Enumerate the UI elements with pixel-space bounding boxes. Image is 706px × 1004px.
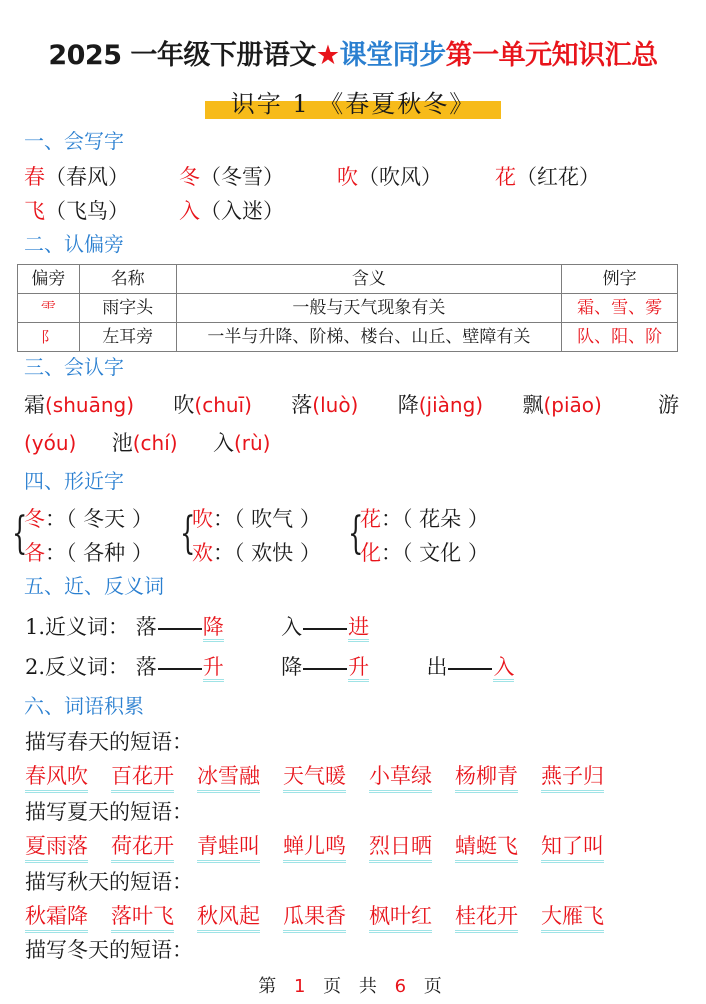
recognize-item [213, 431, 271, 455]
vocab-word: 瓜果香 [283, 902, 346, 933]
vocab-word: 蝉儿鸣 [283, 832, 346, 863]
write-word: （吹风） [358, 165, 442, 189]
recognize-item [522, 393, 601, 417]
recognize-char: 降 [397, 393, 419, 417]
similar-char: 各 [24, 541, 45, 565]
col-header-radical: 偏旁 [18, 265, 80, 294]
vocab-row-spring [25, 760, 604, 793]
radicals-table [17, 264, 678, 352]
pair-word-a: 落 [135, 615, 157, 639]
synonyms-row [25, 611, 369, 643]
antonyms-label: 2.反义词： [25, 655, 130, 679]
recognize-item [291, 393, 358, 417]
recognize-char: 飘 [522, 393, 544, 417]
similar-line [192, 502, 321, 536]
write-word: （红花） [516, 165, 600, 189]
title-part-sync: 课堂同步 [339, 40, 446, 71]
pinyin: (chuī) [194, 393, 252, 417]
table-row [18, 294, 678, 323]
similar-char: 吹 [192, 507, 213, 531]
word-pair [136, 615, 224, 639]
vocab-word: 冰雪融 [197, 762, 260, 793]
pinyin: (jiàng) [418, 393, 484, 417]
vocab-word: 大雁飞 [541, 902, 604, 933]
pinyin: (piāo) [543, 393, 602, 417]
radical-meaning-cell: 一般与天气现象有关 [176, 294, 562, 323]
pair-word-a: 入 [281, 615, 303, 639]
recognize-item [398, 393, 483, 417]
synonyms-label: 1.近义词： [25, 615, 130, 639]
similar-word: ：（ 吹气 ） [213, 507, 321, 531]
pair-word-b: 进 [348, 615, 369, 642]
vocab-label-autumn: 描写秋天的短语： [25, 870, 193, 894]
write-word: （入迷） [200, 199, 284, 223]
write-char: 入 [179, 199, 200, 223]
vocab-word: 蜻蜓飞 [455, 832, 518, 863]
subtitle-text: 识字 1 《春夏秋冬》 [230, 90, 476, 118]
brace-icon: { [12, 508, 28, 559]
write-item [179, 162, 337, 192]
section-heading-recognize: 三、会认字 [24, 355, 124, 379]
word-pair [281, 615, 369, 639]
vocab-word: 燕子归 [541, 762, 604, 793]
write-char: 飞 [24, 199, 45, 223]
recognize-char: 入 [212, 431, 234, 455]
pinyin: (yóu) [24, 431, 77, 455]
section-heading-write: 一、会写字 [24, 129, 124, 153]
recognize-row-1 [24, 390, 602, 420]
recognize-item [173, 393, 252, 417]
similar-word: ：（ 各种 ） [45, 541, 153, 565]
vocab-word: 枫叶红 [369, 902, 432, 933]
pinyin: (luò) [312, 393, 359, 417]
total-page-number: 6 [394, 976, 413, 997]
word-pair [136, 655, 224, 679]
brace-icon: { [180, 508, 196, 559]
section-heading-similar: 四、形近字 [24, 469, 124, 493]
col-header-name: 名称 [79, 265, 176, 294]
similar-word: ：（ 冬天 ） [45, 507, 153, 531]
write-chars-row-1 [24, 162, 600, 192]
write-word: （春风） [45, 165, 129, 189]
vocab-word: 百花开 [111, 762, 174, 793]
vocab-word: 天气暖 [283, 762, 346, 793]
recognize-char: 吹 [173, 393, 195, 417]
title-part-unit: 第一单元知识汇总 [445, 40, 658, 71]
radical-cell: ⻗ [18, 294, 80, 323]
dash-line [303, 628, 347, 630]
dash-line [158, 628, 202, 630]
write-item [179, 196, 284, 226]
recognize-char: 落 [291, 393, 313, 417]
similar-word: ：（ 花朵 ） [381, 507, 489, 531]
radical-name-cell: 雨字头 [79, 294, 176, 323]
write-char: 花 [495, 165, 516, 189]
write-chars-row-2 [24, 196, 284, 226]
vocab-word: 秋风起 [197, 902, 260, 933]
col-header-examples: 例字 [562, 265, 678, 294]
vocab-word: 青蛙叫 [197, 832, 260, 863]
recognize-item [112, 431, 178, 455]
vocab-word: 春风吹 [25, 762, 88, 793]
vocab-row-autumn [25, 900, 604, 933]
radical-examples-cell: 霜、雪、雾 [562, 294, 678, 323]
write-word: （冬雪） [200, 165, 284, 189]
recognize-item [24, 393, 134, 417]
pair-word-b: 降 [203, 615, 224, 642]
vocab-word: 秋霜降 [25, 902, 88, 933]
pair-word-a: 出 [426, 655, 448, 679]
write-char: 冬 [179, 165, 200, 189]
title-part-grade: 2025 一年级下册语文 [48, 40, 316, 71]
write-char: 春 [24, 165, 45, 189]
current-page-number: 1 [293, 976, 312, 997]
vocab-word: 小草绿 [369, 762, 432, 793]
antonyms-row [25, 651, 514, 683]
vocab-word: 知了叫 [541, 832, 604, 863]
pinyin: (rù) [233, 431, 271, 455]
recognize-char-wrap: 游 [658, 393, 679, 417]
similar-word: ：（ 欢快 ） [213, 541, 321, 565]
brace-icon: { [348, 508, 364, 559]
pair-word-a: 降 [281, 655, 303, 679]
radical-meaning-cell: 一半与升降、阶梯、楼台、山丘、壁障有关 [176, 323, 562, 352]
page-suffix: 页 [423, 976, 448, 997]
recognize-char: 池 [111, 431, 133, 455]
similar-line [192, 536, 321, 570]
page-prefix: 第 [258, 976, 283, 997]
lesson-subtitle [205, 88, 501, 120]
recognize-char: 霜 [24, 393, 45, 417]
vocab-word: 烈日晒 [369, 832, 432, 863]
dash-line [303, 668, 347, 670]
vocab-word: 荷花开 [111, 832, 174, 863]
star-icon: ★ [315, 40, 340, 71]
similar-line [24, 502, 153, 536]
write-item [24, 162, 179, 192]
radical-name-cell: 左耳旁 [79, 323, 176, 352]
page-indicator [0, 974, 706, 1000]
pinyin: (chí) [132, 431, 178, 455]
write-item [337, 162, 495, 192]
radical-cell: 阝 [18, 323, 80, 352]
table-row [18, 323, 678, 352]
vocab-word: 杨柳青 [455, 762, 518, 793]
pinyin: (shuāng) [45, 393, 135, 417]
vocab-word: 落叶飞 [111, 902, 174, 933]
page-title [0, 36, 706, 76]
similar-char: 化 [360, 541, 381, 565]
section-heading-syn-ant: 五、近、反义词 [24, 574, 164, 598]
vocab-label-summer: 描写夏天的短语： [25, 800, 193, 824]
similar-word: ：（ 文化 ） [381, 541, 489, 565]
write-item [495, 162, 600, 192]
dash-line [448, 668, 492, 670]
section-heading-vocab: 六、词语积累 [24, 694, 144, 718]
recognize-row-2 [24, 428, 270, 458]
col-header-meaning: 含义 [176, 265, 562, 294]
pair-word-b: 升 [348, 655, 369, 682]
radical-examples-cell: 队、阳、阶 [562, 323, 678, 352]
vocab-label-winter: 描写冬天的短语： [25, 938, 193, 962]
similar-char: 花 [360, 507, 381, 531]
vocab-label-spring: 描写春天的短语： [25, 730, 193, 754]
table-header-row [18, 265, 678, 294]
vocab-word: 桂花开 [455, 902, 518, 933]
similar-char: 冬 [24, 507, 45, 531]
section-heading-radicals: 二、认偏旁 [24, 232, 124, 256]
pair-word-b: 入 [493, 655, 514, 682]
similar-line [360, 502, 489, 536]
similar-line [360, 536, 489, 570]
vocab-row-summer [25, 830, 604, 863]
write-item [24, 196, 179, 226]
vocab-word: 夏雨落 [25, 832, 88, 863]
write-char: 吹 [337, 165, 358, 189]
pair-word-a: 落 [135, 655, 157, 679]
write-word: （飞鸟） [45, 199, 129, 223]
similar-char: 欢 [192, 541, 213, 565]
similar-line [24, 536, 153, 570]
word-pair [281, 655, 369, 679]
dash-line [158, 668, 202, 670]
pair-word-b: 升 [203, 655, 224, 682]
page-middle: 页 共 [323, 976, 383, 997]
word-pair [426, 655, 514, 679]
